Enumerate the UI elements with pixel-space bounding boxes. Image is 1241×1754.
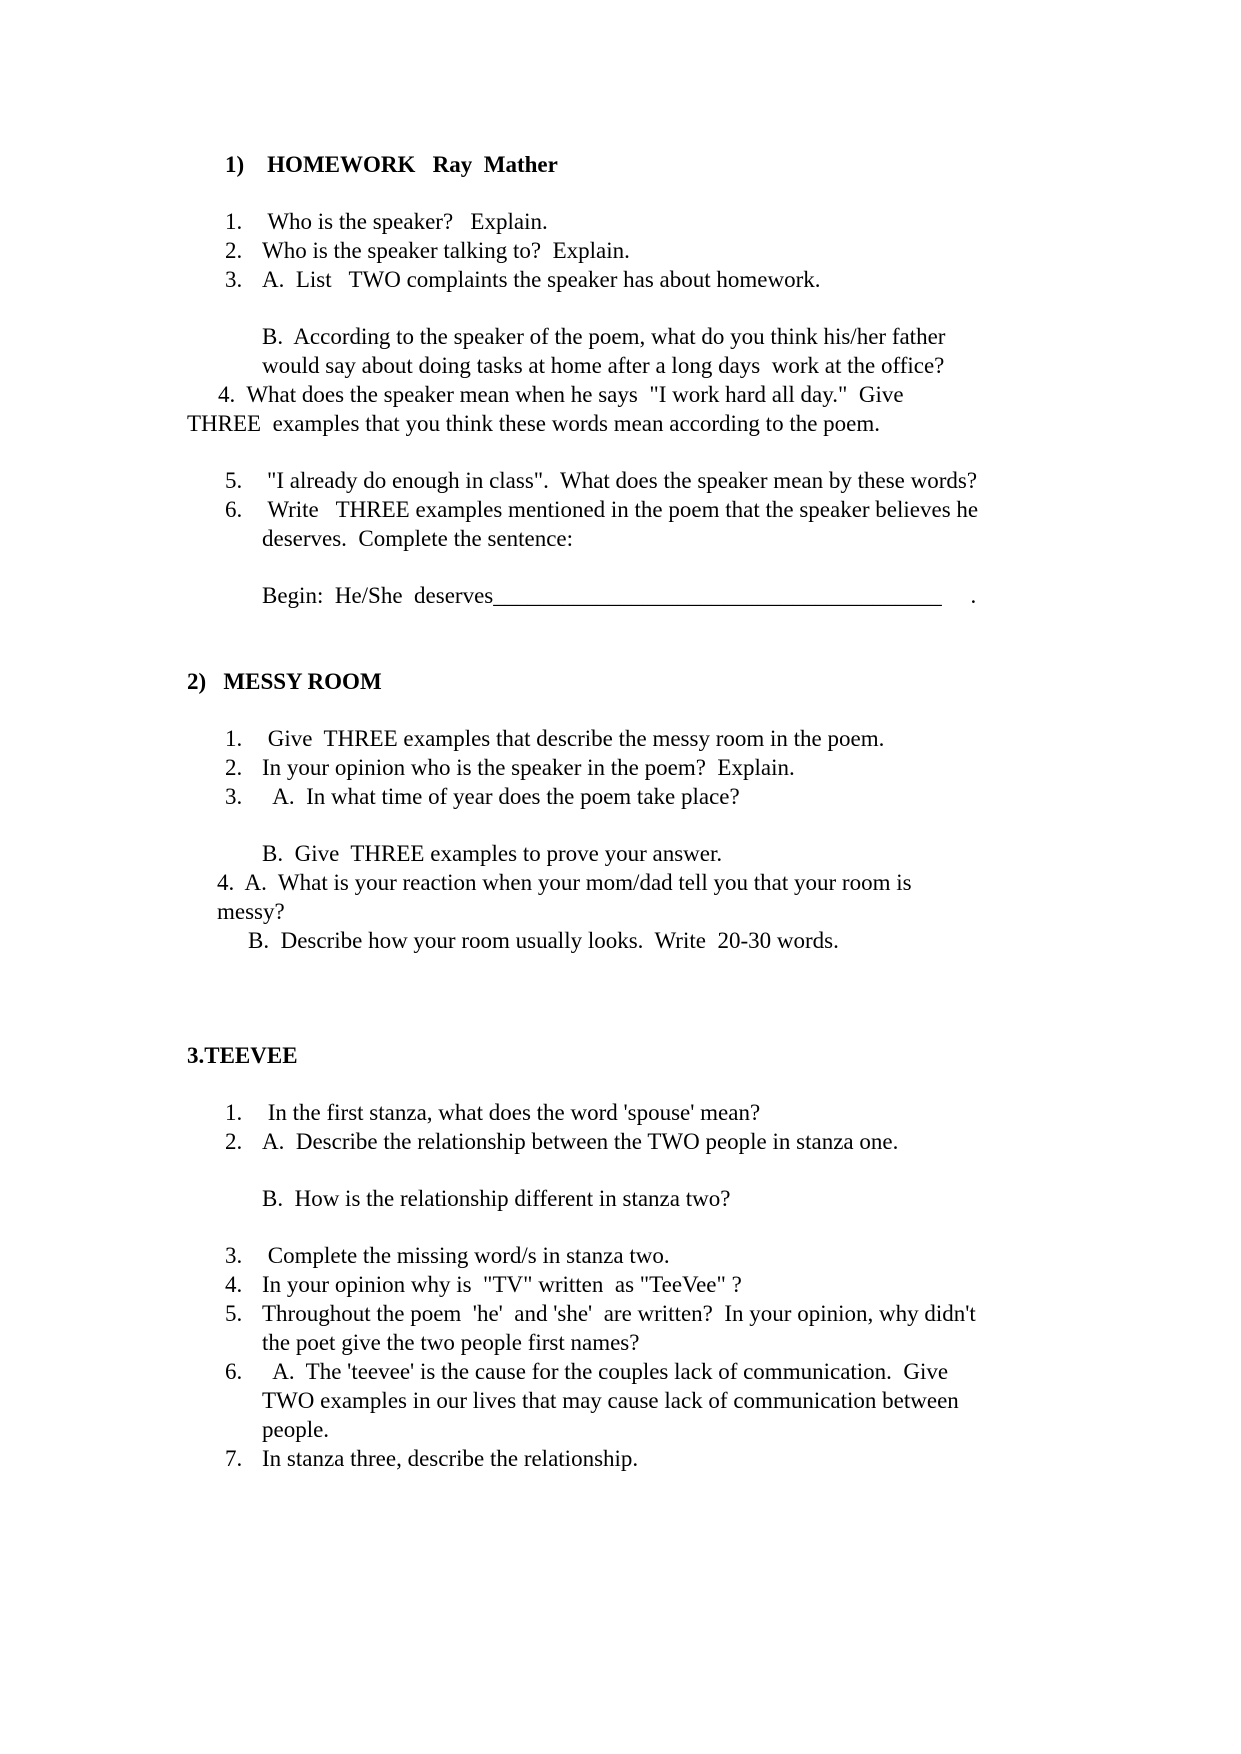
question-number: 5. [225, 1301, 243, 1326]
question-number: 3. [225, 1243, 243, 1268]
question-text: A. The 'teevee' is the cause for the couples lack of communication. Give [262, 1359, 949, 1384]
question-text-cont: people. [262, 1417, 330, 1442]
question-text: Complete the missing word/s in stanza two. [262, 1243, 670, 1268]
question-subpart-cont: would say about doing tasks at home after a long days work at the office? [262, 353, 945, 378]
question-text: A. In what time of year does the poem take place? [262, 784, 740, 809]
question-text: A. List TWO complaints the speaker has about homework. [262, 267, 821, 292]
question-number: 4. [225, 1272, 243, 1297]
question-subpart: B. Give THREE examples to prove your answer. [262, 841, 723, 866]
question-text-cont: TWO examples in our lives that may cause lack of communication between [262, 1388, 959, 1413]
question-text: A. Describe the relationship between the TWO people in stanza one. [262, 1129, 899, 1154]
question-subpart: B. How is the relationship different in stanza two? [262, 1186, 731, 1211]
question-number: 6. [225, 497, 243, 522]
answer-prompt: Begin: He/She deserves_______________________________________ . [262, 583, 977, 608]
section-2-title: 2) MESSY ROOM [187, 669, 382, 694]
question-text-cont: THREE examples that you think these words mean according to the poem. [187, 411, 881, 436]
question-text: Who is the speaker talking to? Explain. [262, 238, 630, 263]
question-number: 5. [225, 468, 243, 493]
section-1-title: 1) HOMEWORK Ray Mather [225, 152, 558, 177]
question-number: 1. [225, 1100, 243, 1125]
question-number: 1. [225, 726, 243, 751]
question-text: In the first stanza, what does the word 'spouse' mean? [262, 1100, 761, 1125]
question-number: 1. [225, 209, 243, 234]
question-number: 6. [225, 1359, 243, 1384]
question-text: In your opinion who is the speaker in the poem? Explain. [262, 755, 795, 780]
question-text: In your opinion why is "TV" written as "TeeVee" ? [262, 1272, 742, 1297]
question-text: In stanza three, describe the relationship. [262, 1446, 639, 1471]
question-text: Write THREE examples mentioned in the poem that the speaker believes he [262, 497, 979, 522]
question-text: 4. What does the speaker mean when he says "I work hard all day." Give [218, 382, 904, 407]
question-subpart: B. Describe how your room usually looks. Write 20-30 words. [248, 928, 839, 953]
question-subpart: B. According to the speaker of the poem, what do you think his/her father [262, 324, 946, 349]
question-text-cont: deserves. Complete the sentence: [262, 526, 574, 551]
question-text: Give THREE examples that describe the messy room in the poem. [262, 726, 885, 751]
question-number: 2. [225, 755, 243, 780]
question-number: 2. [225, 1129, 243, 1154]
question-number: 2. [225, 238, 243, 263]
question-text: Who is the speaker? Explain. [262, 209, 548, 234]
question-number: 3. [225, 267, 243, 292]
section-3-title: 3.TEEVEE [187, 1043, 298, 1068]
question-text: 4. A. What is your reaction when your mom/dad tell you that your room is [217, 870, 912, 895]
question-text-cont: messy? [217, 899, 285, 924]
question-text: Throughout the poem 'he' and 'she' are written? In your opinion, why didn't [262, 1301, 976, 1326]
question-text-cont: the poet give the two people first names? [262, 1330, 640, 1355]
question-number: 7. [225, 1446, 243, 1471]
question-number: 3. [225, 784, 243, 809]
question-text: "I already do enough in class". What does the speaker mean by these words? [267, 468, 978, 493]
